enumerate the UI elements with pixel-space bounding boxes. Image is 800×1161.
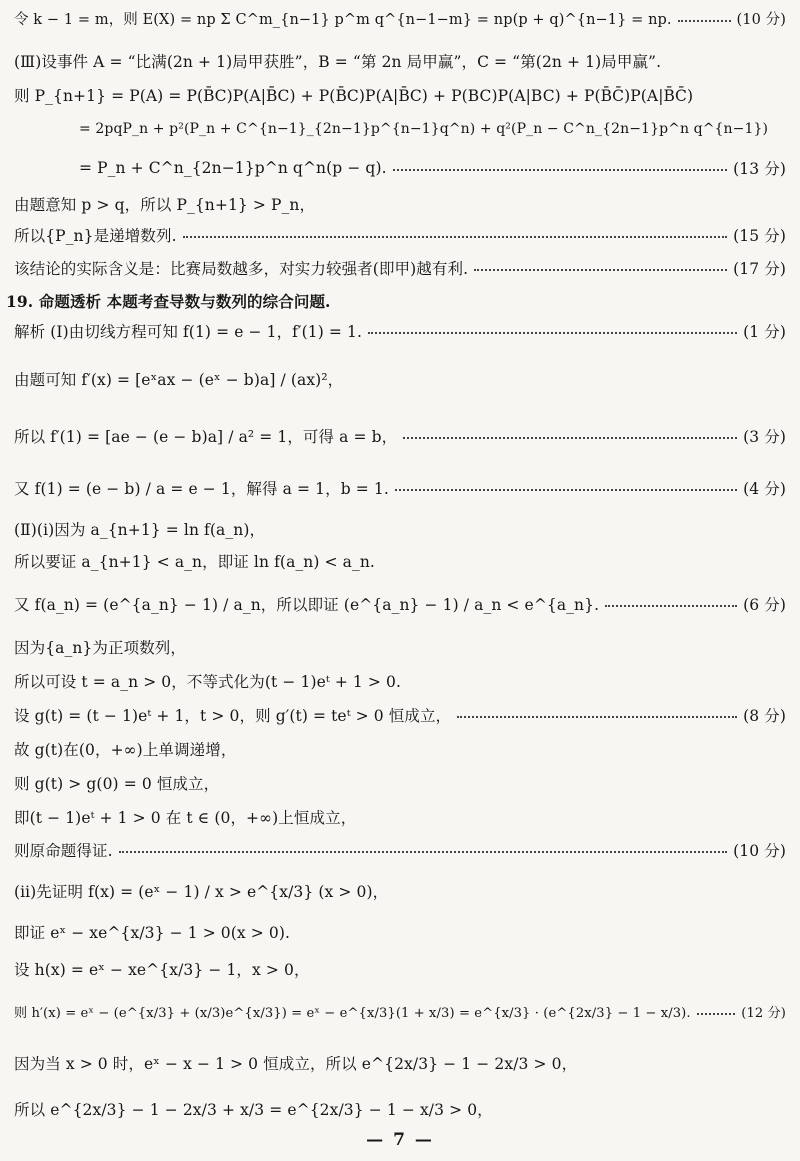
line-text: (Ⅱ)(ⅰ)因为 a_{n+1} = ln f(a_n)， (14, 521, 266, 539)
solution-line-7 (14, 224, 786, 246)
line-text: 则 P_{n+1} = P(A) = P(B̄C)P(A|B̄C) + P(B̄C)P(A|B̄C) + P(BC)P(A|BC) + P(B̄C̄)P(A|B̄C̄) (14, 87, 694, 105)
solution-line-16 (14, 593, 786, 615)
line-text: 所以{P_n}是递增数列. (14, 227, 177, 245)
line-text: 所以要证 a_{n+1} < a_n，即证 ln f(a_n) < a_n. (14, 553, 375, 571)
dot-leader (697, 1013, 736, 1015)
solution-line-23 (14, 839, 786, 861)
line-text: 由题意知 p > q，所以 P_{n+1} > P_n， (14, 196, 316, 214)
line-text: 解析 (Ⅰ)由切线方程可知 f(1) = e − 1，f′(1) = 1. (14, 323, 363, 341)
solution-line-14 (14, 518, 786, 540)
score-label: (6 分) (743, 596, 786, 614)
solution-line-18 (14, 670, 786, 692)
line-text: 又 f(1) = (e − b) / a = e − 1，解得 a = 1，b = 1. (14, 480, 389, 498)
line-text: 则 g(t) > g(0) = 0 恒成立， (14, 775, 220, 793)
line-text: 令 k − 1 = m，则 E(X) = np Σ C^m_{n−1} p^m q^{n−1−m} = np(p + q)^{n−1} = np. (14, 12, 672, 28)
line-text: 即证 eˣ − xe^{x/3} − 1 > 0(x > 0). (14, 924, 291, 942)
solution-line-26 (14, 958, 786, 980)
solution-line-28 (14, 1052, 786, 1074)
solution-line-5 (79, 157, 786, 179)
dot-leader (403, 437, 737, 439)
solution-line-12 (14, 425, 786, 447)
line-text: 即(t − 1)eᵗ + 1 > 0 在 t ∈ (0，+∞)上恒成立， (14, 809, 357, 827)
line-text: 该结论的实际含义是：比赛局数越多，对实力较强者(即甲)越有利. (14, 260, 469, 278)
line-text: 由题可知 f′(x) = [eˣax − (eˣ − b)a] / (ax)²， (14, 371, 344, 389)
solution-line-17 (14, 636, 786, 658)
score-label: (3 分) (743, 428, 786, 446)
line-text: 所以 e^{2x/3} − 1 − 2x/3 + x/3 = e^{2x/3} − 1 − x/3 > 0， (14, 1101, 493, 1119)
score-label: (1 分) (743, 323, 786, 341)
solution-line-11 (14, 368, 786, 390)
page-number: — 7 — (366, 1130, 434, 1150)
problem-19-heading (6, 290, 778, 312)
line-text: 又 f(a_n) = (e^{a_n} − 1) / a_n，所以即证 (e^{a_n} − 1) / a_n < e^{a_n}. (14, 596, 600, 614)
line-text: 设 g(t) = (t − 1)eᵗ + 1，t > 0，则 g′(t) = teᵗ > 0 恒成立， (14, 707, 452, 725)
dot-leader (678, 20, 731, 22)
line-text: 19. 命题透析 本题考查导数与数列的综合问题. (6, 292, 331, 311)
line-text: 所以可设 t = a_n > 0，不等式化为(t − 1)eᵗ + 1 > 0. (14, 673, 402, 691)
score-label: (8 分) (743, 707, 786, 725)
dot-leader (368, 332, 737, 334)
score-label: (15 分) (733, 227, 786, 245)
solution-line-22 (14, 806, 786, 828)
line-text: 因为当 x > 0 时，eˣ − x − 1 > 0 恒成立，所以 e^{2x/3} − 1 − 2x/3 > 0， (14, 1055, 578, 1073)
solution-line-27 (14, 1002, 786, 1021)
line-text: = P_n + C^n_{2n−1}p^n q^n(p − q). (79, 159, 387, 177)
score-label: (10 分) (736, 12, 786, 28)
dot-leader (395, 489, 737, 491)
score-label: (13 分) (733, 160, 786, 178)
line-text: 因为{a_n}为正项数列， (14, 639, 186, 657)
solution-line-29 (14, 1098, 786, 1120)
score-label: (17 分) (733, 260, 786, 278)
line-text: (Ⅲ)设事件 A = “比满(2n + 1)局甲获胜”，B = “第 2n 局甲赢”，C = “第(2n + 1)局甲赢”. (14, 53, 662, 71)
dot-leader (474, 269, 727, 271)
solution-line-10 (14, 320, 786, 342)
solution-line-15 (14, 550, 786, 572)
score-label: (10 分) (733, 842, 786, 860)
solution-line-3 (14, 84, 786, 106)
solution-line-4 (79, 121, 786, 137)
solution-line-8 (14, 257, 786, 279)
line-text: = 2pqP_n + p²(P_n + C^{n−1}_{2n−1}p^{n−1}q^n) + q²(P_n − C^n_{2n−1}p^n q^{n−1}) (79, 121, 769, 137)
score-label: (12 分) (741, 1006, 786, 1021)
solution-line-21 (14, 772, 786, 794)
solution-line-6 (14, 193, 786, 215)
dot-leader (183, 236, 728, 238)
score-label: (4 分) (743, 480, 786, 498)
solution-line-20 (14, 738, 786, 760)
line-text: (ⅱ)先证明 f(x) = (eˣ − 1) / x > e^{x/3} (x > 0)， (14, 883, 389, 901)
dot-leader (393, 169, 728, 171)
solution-line-13 (14, 477, 786, 499)
solution-line-24 (14, 880, 786, 902)
line-text: 则 h′(x) = eˣ − (e^{x/3} + (x/3)e^{x/3}) = eˣ − e^{x/3}(1 + x/3) = e^{x/3} · (e^{2x/3} − 1 − x/3). (14, 1006, 691, 1021)
dot-leader (457, 716, 737, 718)
dot-leader (119, 851, 728, 853)
solution-line-1 (14, 8, 786, 29)
solution-line-19 (14, 704, 786, 726)
solution-line-2 (14, 50, 786, 72)
solution-line-25 (14, 921, 786, 943)
line-text: 设 h(x) = eˣ − xe^{x/3} − 1，x > 0， (14, 961, 310, 979)
line-text: 故 g(t)在(0，+∞)上单调递增， (14, 741, 237, 759)
line-text: 则原命题得证. (14, 842, 113, 860)
dot-leader (605, 605, 737, 607)
line-text: 所以 f′(1) = [ae − (e − b)a] / a² = 1，可得 a = b， (14, 428, 398, 446)
